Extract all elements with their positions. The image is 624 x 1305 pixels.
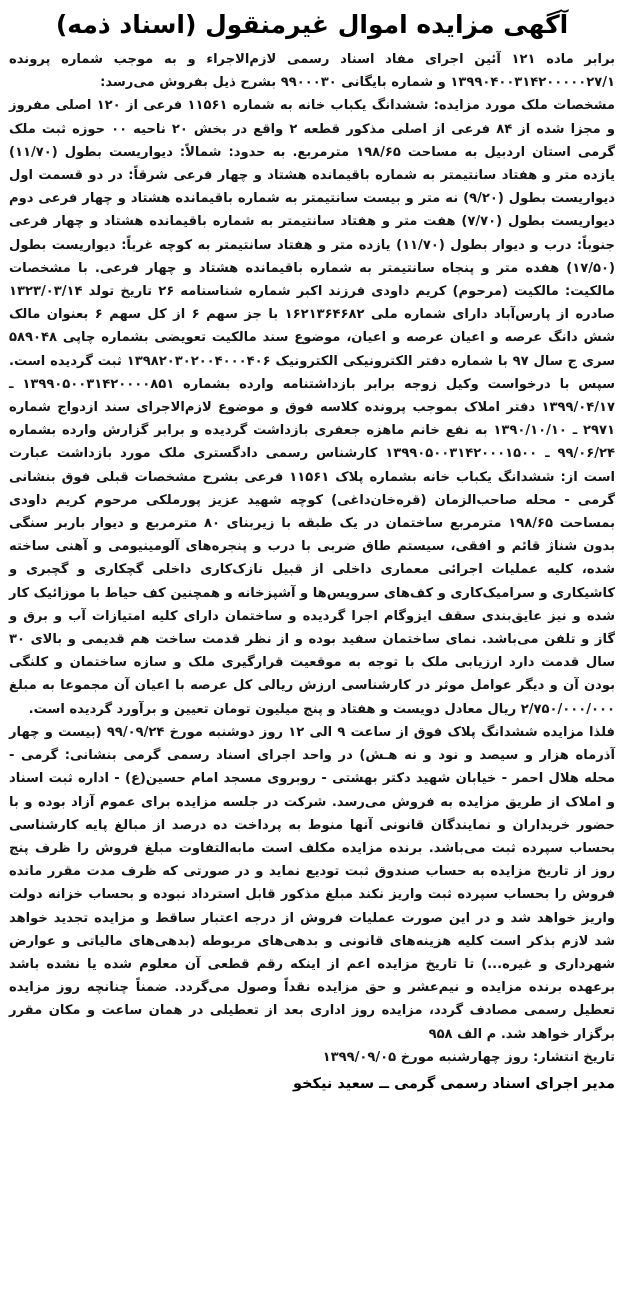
notice-title: آگهی مزایده اموال غیرمنقول (اسناد ذمه) xyxy=(55,10,569,39)
notice-intro-paragraph: برابر ماده ۱۲۱ آئین اجرای مفاد اسناد رسمی لازم‌الاجراء و به موجب شماره پرونده ۱۳۹۹۰۴۰۰۳۱۴۲۰۰۰۰۰۲۷/۱ و شماره بایگانی ۹۹۰۰۰۳۰ بشرح ذیل بفروش می‌رسد: xyxy=(9,52,616,91)
signature-line: مدیر اجرای اسناد رسمی گرمی ــ سعید نیکخو xyxy=(293,1075,615,1092)
auction-terms-paragraph: فلذا مزایده ششدانگ پلاک فوق از ساعت ۹ الی ۱۲ روز دوشنبه مورخ ۹۹/۰۹/۲۴ (بیست و چهار آذرماه هزار و سیصد و نود و نه هـش) در واحد اجرای اسناد رسمی گرمی بنشانی: گرمی - محله هلال احمر - خیابان شهید دکتر بهشتی - روبروی مسجد امام حسین(ع) - اداره ثبت اسناد و املاک از طریق مزایده به فروش می‌رسد. شرکت در جلسه مزایده برای عموم آزاد بوده و با حضور خریداران و نمایندگان قانونی آنها منوط به پرداخت ده درصد از مبالغ پایه کارشناسی بحساب سپرده ثبت می‌باشد. برنده مزایده مکلف است مابه‌التفاوت مبلغ فروش را ظرف پنج روز از تاریخ مزایده به حساب صندوق ثبت تودیع نماید و در صورتی که ظرف مدت مقرر مانده فروش را بحساب سپرده ثبت واریز نکند مبلغ مذکور قابل استرداد نبوده و بحساب خزانه دولت واریز خواهد شد و در این صورت عملیات فروش از درجه اعتبار ساقط و مزایده تجدید خواهد شد لازم بذکر است کلیه هزینه‌های قانونی و بدهی‌های مربوطه (بدهی‌های مالیاتی و عوارض شهرداری و غیره...) تا تاریخ مزایده اعم از اینکه رقم قطعی آن معلوم شده یا نشده باشد برعهده برنده مزایده و نیم‌عشر و حق مزایده نقداً وصول می‌گردد. ضمناً چنانچه روز مزایده تعطیل رسمی مصادف گردد، مزایده روز اداری بعد از تعطیلی در همان ساعت و مکان مقرر برگزار خواهد شد. م الف ۹۵۸ xyxy=(9,724,616,1042)
notice-body xyxy=(9,48,615,1069)
publication-date: تاریخ انتشار: روز چهارشنبه مورخ ۱۳۹۹/۰۹/۰۵ xyxy=(322,1049,615,1065)
property-specification-paragraph: مشخصات ملک مورد مزایده: ششدانگ یکباب خانه به شماره ۱۱۵۶۱ فرعی از ۱۲۰ اصلی مفروز و مجزا شده از ۸۴ فرعی از اصلی مذکور قطعه ۲ واقع در بخش ۲۰ ناحیه ۰۰ حوزه ثبت ملک گرمی استان اردبیل به مساحت ۱۹۸/۶۵ مترمربع. به حدود: شمالاً: دیواریست بطول (۱۱/۷۰) یازده متر و هفتاد سانتیمتر به شماره باقیمانده هشتاد و چهار فرعی شرقاً: در دو قسمت اول دیواریست بطول (۹/۲۰) نه متر و بیست سانتیمتر به شماره باقیمانده هشتاد و چهار فرعی دوم دیواریست بطول (۷/۷۰) هفت متر و هفتاد سانتیمتر به شماره باقیمانده هشتاد و چهار فرعی جنوباً: درب و دیوار بطول (۱۱/۷۰) یازده متر و هفتاد سانتیمتر به کوچه غرباً: دیواریست بطول (۱۷/۵۰) هفده متر و پنجاه سانتیمتر به شماره باقیمانده هشتاد و چهار فرعی. با مشخصات مالکیت: مالکیت (مرحوم) کریم داودی فرزند اکبر شماره شناسنامه ۲۶ تاریخ تولد ۱۳۲۳/۰۳/۱۴ صادره از پارس‌آباد دارای شماره ملی ۱۶۲۱۳۶۴۶۸۲ با جز سهم ۶ از کل سهم ۶ بعنوان مالک شش دانگ عرصه و اعیان عرصه و اعیان، موضوع سند مالکیت تعویضی بشماره چاپی ۵۸۹۰۴۸ سری ج سال ۹۷ با شماره دفتر الکترونیکی الکترونیک ۱۳۹۸۲۰۳۰۲۰۰۴۰۰۰۴۰۶ ثبت گردیده است. سپس با درخواست وکیل زوجه برابر بازداشتنامه وارده بشماره ۱۳۹۹۰۵۰۰۳۱۴۲۰۰۰۰۸۵۱ ـ ۱۳۹۹/۰۴/۱۷ دفتر املاک بموجب پرونده کلاسه فوق و موضوع لازم‌الاجرای سند ازدواج شماره ۲۹۷۱ ـ ۱۳۹۰/۱۰/۱۰ به نفع خانم ماهزه جعفری بازداشت گردیده و برابر گزارش وارده بشماره ۹۹/۰۶/۲۴ ـ ۱۳۹۹۰۵۰۰۳۱۴۲۰۰۰۱۵۰۰ کارشناس رسمی دادگستری ملک مورد بازداشت عبارت است از: ششدانگ یکباب خانه بشماره پلاک ۱۱۵۶۱ فرعی بشرح مشخصات قبلی فوق بنشانی گرمی - محله صاحب‌الزمان (قره‌خان‌داغی) کوچه شهید عزیز پورملکی مرحوم کریم داودی بمساحت ۱۹۸/۶۵ مترمربع ساختمان در یک طبقه با زیربنای ۸۰ مترمربع و دیوار باربر سنگی بدون شناژ قائم و افقی، سیستم طاق ضربی با درب و پنجره‌های آلومینیومی و آهنی ساخته شده، کلیه عملیات اجرائی معماری داخلی از قبیل نازک‌کاری داخلی گچکاری و گچبری و کاشیکاری و سرامیک‌کاری و کف‌های سرویس‌ها و آشپزخانه و همچنین کف حیاط با موزائیک کار شده و نیز عایق‌بندی سقف ایزوگام اجرا گردیده و ساختمان دارای کلیه امتیازات آب و برق و گاز و تلفن می‌باشد. نمای ساختمان سفید بوده و از نظر قدمت ساخت هم قدیمی و بالای ۳۰ سال قدمت دارد ارزیابی ملک با توجه به موقعیت قرارگیری ملک و سازه ساختمان و کلنگی بودن آن و دیگر عوامل موثر در کارشناسی ارزش ریالی کل عرصه با اعیان آن مجموعا به مبلغ ۲/۷۵۰/۰۰۰/۰۰۰ ریال معادل دویست و هفتاد و پنج میلیون تومان تعیین و برآورد گردیده است. xyxy=(9,98,616,717)
